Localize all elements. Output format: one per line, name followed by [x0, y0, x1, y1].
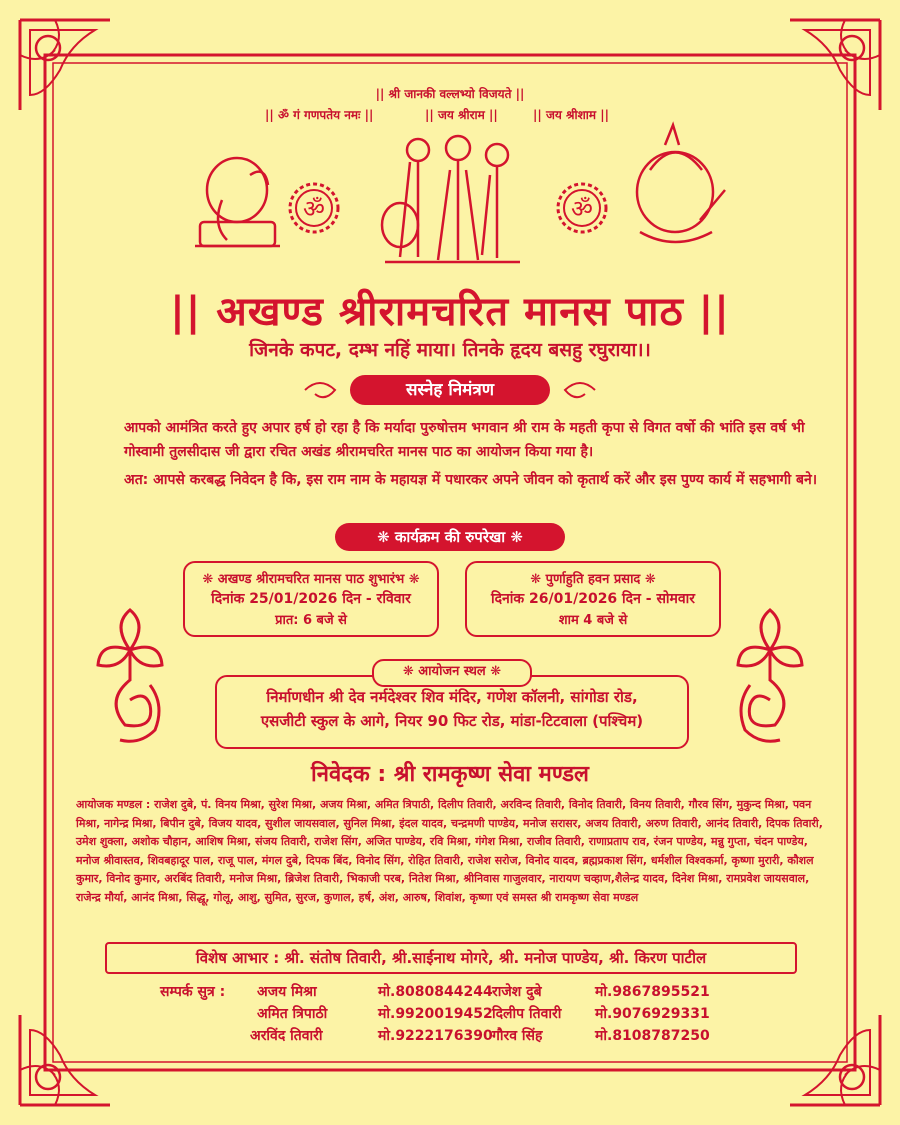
contact-row	[0, 982, 900, 1004]
intro-text-1: आपको आमंत्रित करते हुए अपार हर्ष हो रहा है कि मर्यादा पुरुषोत्तम भगवान श्री राम के महती कृपा से विगत वर्षो की भांति इस वर्ष भी गोस्वामी तुलसीदास जी द्वारा रचित अखंड श्रीरामचरित मानस पाठ का आयोजन किया गया है।	[124, 420, 805, 460]
event-start-label: ❋ अखण्ड श्रीरामचरित मानस पाठ शुभारंभ ❋	[202, 572, 420, 587]
contact-phone: मो.8108787250	[595, 1028, 710, 1044]
header-blessing: || श्री जानकी वल्लभ्यो विजयते ||	[375, 87, 525, 101]
header-ganesh-mantra: || ॐ गं गणपतेय नमः ||	[265, 108, 374, 122]
contact-phone: मो.9867895521	[595, 984, 710, 1000]
venue-line-1: निर्माणधीन श्री देव नर्मदेश्वर शिव मंदिर, गणेश कॉलनी, सांगोडा रोड,	[266, 688, 638, 706]
invite-banner: सस्नेह निमंत्रण	[350, 375, 550, 405]
contact-name: अमित त्रिपाठी	[257, 1006, 328, 1022]
contact-phone: मो.8080844244	[378, 984, 493, 1000]
intro-text-2: अत: आपसे करबद्ध निवेदन है कि, इस राम नाम के महायज्ञ में पधारकर अपने जीवन को कृतार्थ करें और इस पुण्य कार्य में सहभागी बने।	[124, 472, 818, 488]
contact-phone: मो.9920019452	[378, 1006, 493, 1022]
venue-line-2: एसजीटी स्कुल के आगे, नियर 90 फिट रोड, मांडा-टिटवाला (पश्चिम)	[260, 712, 644, 730]
om-right-text: ॐ	[571, 195, 593, 223]
contact-row	[0, 1026, 900, 1048]
event-start-time: प्रात: 6 बजे से	[275, 613, 347, 628]
venue-label: ❋ आयोजन स्थल ❋	[372, 659, 532, 687]
contact-name: दिलीप तिवारी	[492, 1006, 562, 1022]
header-jai-shriram: || जय श्रीराम ||	[425, 108, 498, 122]
nivedak-heading: निवेदक : श्री रामकृष्ण सेवा मण्डल	[311, 762, 589, 787]
header-jai-shrisham: || जय श्रीशाम ||	[533, 108, 609, 122]
contact-name: राजेश दुबे	[492, 984, 542, 1000]
event-purnahuti-date: दिनांक 26/01/2026 दिन - सोमवार	[490, 591, 696, 607]
contact-name: अजय मिश्रा	[257, 984, 317, 1000]
om-left-text: ॐ	[303, 195, 325, 223]
contact-name: अरविंद तिवारी	[250, 1028, 323, 1044]
event-purnahuti-label: ❋ पुर्णाहुति हवन प्रसाद ❋	[530, 572, 656, 587]
page-title: || अखण्ड श्रीरामचरित मानस पाठ ||	[170, 289, 730, 335]
event-purnahuti-time: शाम 4 बजे से	[558, 613, 628, 628]
event-start-date: दिनांक 25/01/2026 दिन - रविवार	[211, 591, 411, 607]
contact-name: गौरव सिंह	[492, 1028, 543, 1044]
contact-phone: मो.9222176390	[378, 1028, 493, 1044]
program-banner: ❋ कार्यक्रम की रुपरेखा ❋	[335, 523, 565, 551]
special-thanks: विशेष आभार : श्री. संतोष तिवारी, श्री.साईनाथ मोगरे, श्री. मनोज पाण्डेय, श्री. किरण पाटील	[105, 942, 797, 974]
subtitle-chaupai: जिनके कपट, दम्भ नहिं माया। तिनके हृदय बसहु रघुराया।।	[249, 339, 651, 361]
committee-list: आयोजक मण्डल : राजेश दुबे, पं. विनय मिश्रा, सुरेश मिश्रा, अजय मिश्रा, अमित त्रिपाठी, दिलीप तिवारी, अरविन्द तिवारी, विनोद तिवारी, विनय तिवारी, गौरव सिंग, मुकुन्द मिश्रा, पवन मिश्रा, नागेन्द्र मिश्रा, बिपीन दुबे, विजय यादव, सुशील जायसवाल, सुनिल मिश्रा, इंदल यादव, चन्द्रमणी पाण्डेय, मनोज सरासर, अजय तिवारी, अरुण तिवारी, आनंद तिवारी, दिपक तिवारी, उमेश शुक्ला, अशोक चौहान, आशिष मिश्रा, संजय तिवारी, राजेश सिंग, अजित पाण्डेय, रवि मिश्रा, गंगेश मिश्रा, राजीव तिवारी, राणाप्रताप राव, रंजन पाण्डेय, मन्नु गुप्ता, चंदन पाण्डेय, मनोज श्रीवास्तव, शिवबहादूर पाल, राजू पाल, मंगल दुबे, दिपक बिंद, विनोद सिंग, रोहित तिवारी, राजेश सरोज, विनोद यादव, ब्रह्मप्रकाश सिंग, धर्मशील विश्वकर्मा, कृष्णा मुरारी, कौशल कुमार, विनोद कुमार, अरबिंद तिवारी, मनोज मिश्रा, ब्रिजेश तिवारी, भिकाजी परब, नितेश मिश्रा, श्रीनिवास गाजुलवार, नारायण चव्हाण,शैलेन्द्र यादव, दिनेश मिश्रा, रामप्रवेश जायसवाल, राजेन्द्र मौर्या, आनंद मिश्रा, सिद्धू, गोलू, आशु, सुमित, सुरज, कुणाल, हर्ष, अंश, आरुष, शिवांश, कृष्णा एवं समस्त श्री रामकृष्ण सेवा मण्डल	[76, 798, 823, 904]
contact-phone: मो.9076929331	[595, 1006, 710, 1022]
contact-row	[0, 1004, 900, 1026]
contact-label-text: सम्पर्क सुत्र :	[160, 984, 226, 1000]
